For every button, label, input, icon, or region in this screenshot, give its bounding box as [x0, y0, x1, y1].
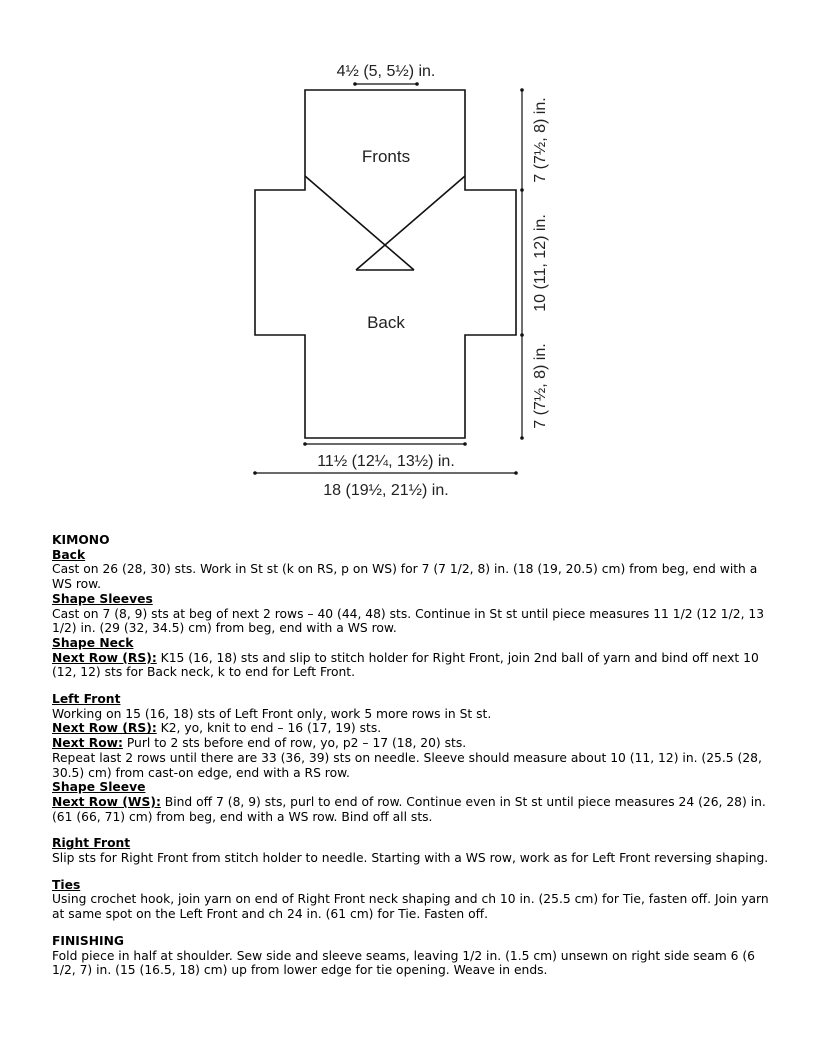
right-front-text: Slip sts for Right Front from stitch holder to needle. Starting with a WS row, work as for Left Front reversing shaping.: [52, 851, 769, 866]
dim-right-top-label: 7 (7½, 8) in.: [532, 97, 549, 183]
left-front-heading: Left Front: [52, 692, 121, 707]
lf-row3-text: Bind off 7 (8, 9) sts, purl to end of row. Continue even in St st until piece measures 24 (26, 28) in. (61 (66, 71) cm) from beg, end with a WS row. Bind off all sts.: [52, 794, 766, 824]
pattern-instructions: [52, 533, 772, 978]
shape-neck-heading: Shape Neck: [52, 635, 134, 650]
pattern-title: KIMONO: [52, 533, 110, 547]
dim-top-label: 4½ (5, 5½) in.: [336, 63, 436, 80]
left-front-row-2: [52, 736, 772, 751]
shape-neck-text: [52, 651, 772, 680]
left-front-row-3: [52, 795, 772, 824]
garment-outline: [255, 90, 516, 438]
lf-row2-label: Next Row:: [52, 736, 123, 751]
finishing-text: Fold piece in half at shoulder. Sew side and sleeve seams, leaving 1/2 in. (1.5 cm) unsewn on right side seam 6 (6 1/2, 7) in. (15 (16.5, 18) cm) up from lower edge for tie opening. Weave in ends.: [52, 948, 755, 978]
left-front-text-1: Working on 15 (16, 18) sts of Left Front only, work 5 more rows in St st.: [52, 706, 492, 721]
dim-right-bottom-label: 7 (7½, 8) in.: [532, 343, 549, 429]
dim-bottom-inner-label: 11½ (12¼, 13½) in.: [317, 453, 455, 470]
lf-row1-label: Next Row (RS):: [52, 721, 157, 736]
shape-sleeves-text: Cast on 7 (8, 9) sts at beg of next 2 rows – 40 (44, 48) sts. Continue in St st until piece measures 11 1/2 (12 1/2, 13 1/2) in. (29 (32, 34.5) cm) from beg, end with a WS row.: [52, 606, 765, 636]
front-cross-line-left: [305, 176, 414, 270]
fronts-label: Fronts: [361, 147, 411, 166]
finishing-heading: FINISHING: [52, 933, 124, 948]
lf-row3-label: Next Row (WS):: [52, 794, 161, 809]
back-text: Cast on 26 (28, 30) sts. Work in St st (k on RS, p on WS) for 7 (7 1/2, 8) in. (18 (19, 20.5) cm) from beg, end with a WS row.: [52, 562, 758, 592]
kimono-schematic: [0, 0, 816, 520]
back-label: Back: [367, 313, 405, 332]
ties-heading: Ties: [52, 877, 81, 892]
ties-text: Using crochet hook, join yarn on end of Right Front neck shaping and ch 10 in. (25.5 cm) for Tie, fasten off. Join yarn at same spot on the Left Front and ch 24 in. (61 cm) for Tie. Fasten off.: [52, 892, 769, 922]
neck-row-label: Next Row (RS):: [52, 650, 157, 665]
back-heading: Back: [52, 547, 86, 562]
left-front-text-2: Repeat last 2 rows until there are 33 (36, 39) sts on needle. Sleeve should measure about 10 (11, 12) in. (25.5 (28, 30.5) cm) from cast-on edge, end with a RS row.: [52, 750, 762, 780]
neck-row-text: K15 (16, 18) sts and slip to stitch holder for Right Front, join 2nd ball of yarn and bind off next 10 (12, 12) sts for Back neck, k to end for Left Front.: [52, 650, 759, 680]
lf-row1-text: K2, yo, knit to end – 16 (17, 19) sts.: [156, 721, 382, 736]
front-cross-line-right: [356, 176, 465, 270]
shape-sleeves-heading: Shape Sleeves: [52, 591, 153, 606]
shape-sleeve-heading: Shape Sleeve: [52, 780, 146, 795]
dim-right-mid-label: 10 (11, 12) in.: [532, 214, 549, 312]
left-front-row-1: [52, 721, 772, 736]
dim-bottom-outer-label: 18 (19½, 21½) in.: [323, 482, 449, 499]
lf-row2-text: Purl to 2 sts before end of row, yo, p2 – 17 (18, 20) sts.: [122, 736, 467, 751]
right-front-heading: Right Front: [52, 836, 131, 851]
